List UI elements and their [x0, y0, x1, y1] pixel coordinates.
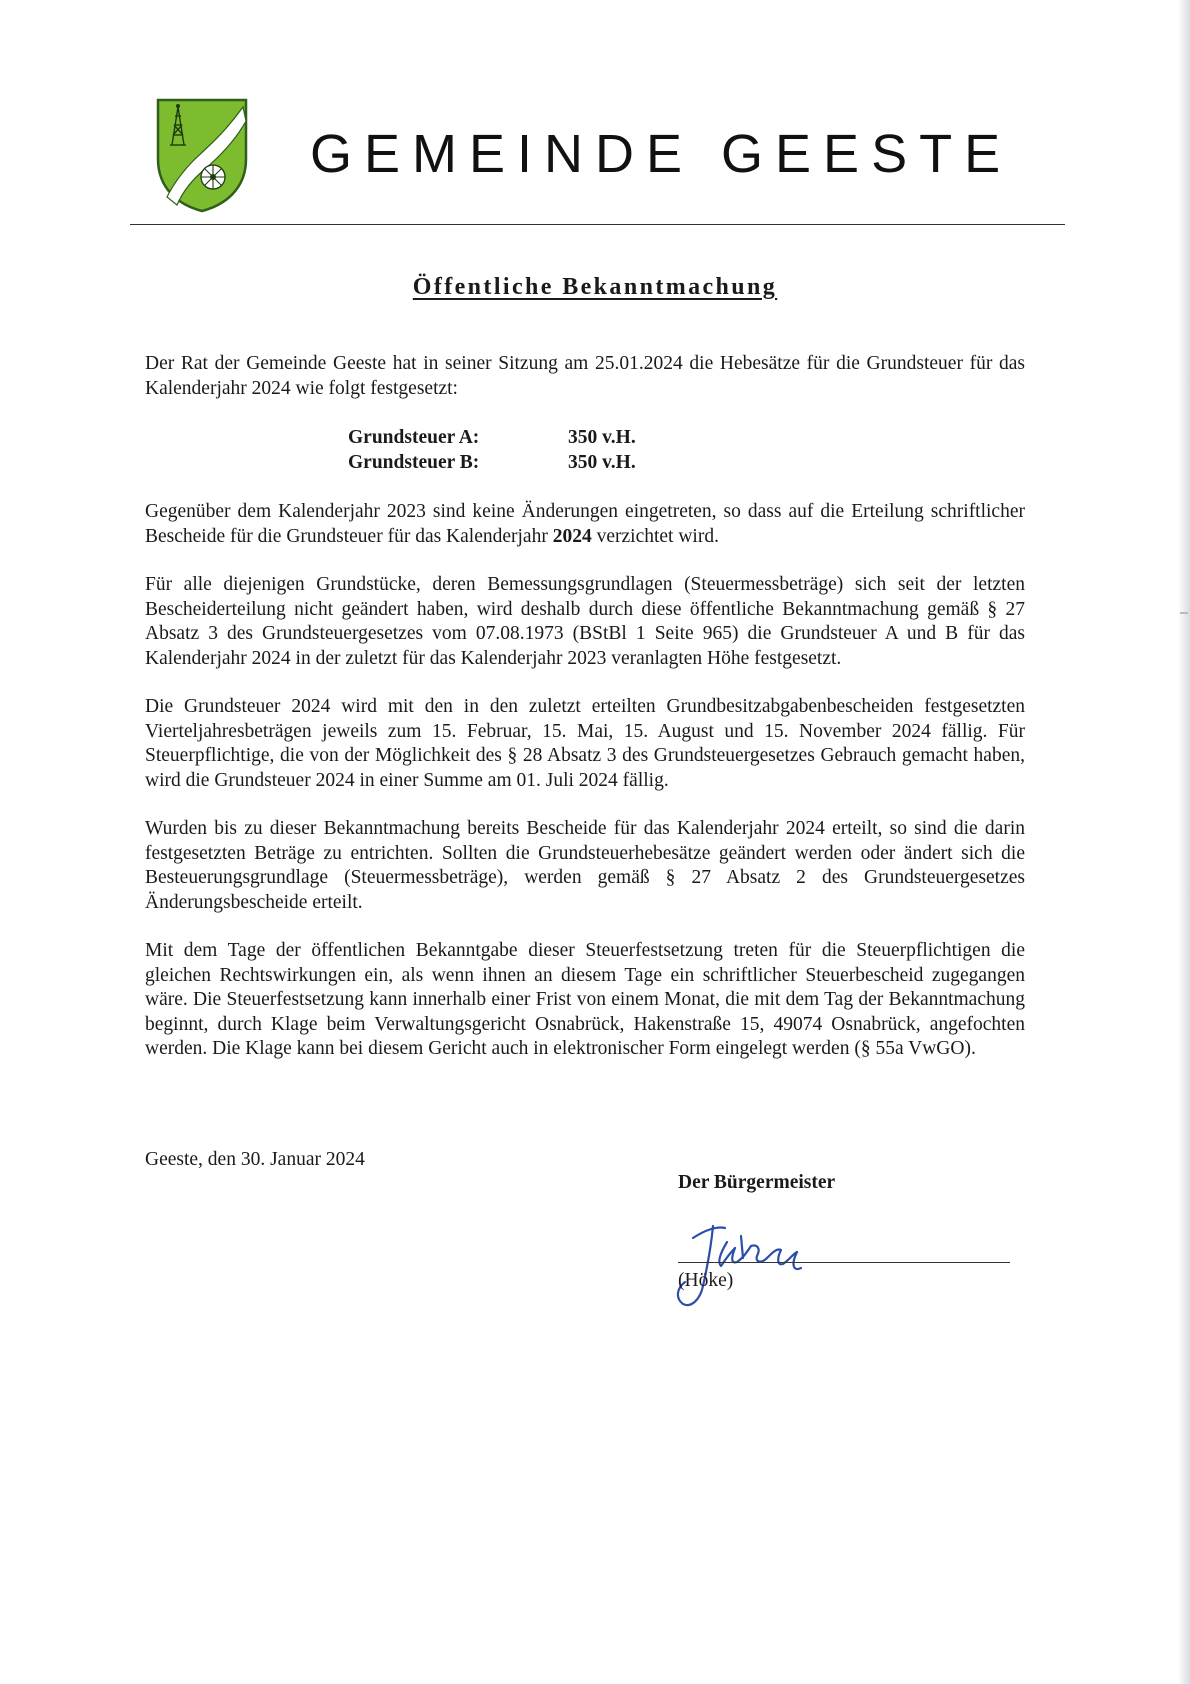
tax-rates-table: [348, 426, 636, 475]
signature-line: [678, 1262, 1010, 1263]
coat-of-arms-icon: [155, 97, 249, 214]
paragraph-no-change: [145, 500, 1025, 549]
paragraph-due-dates: Die Grundsteuer 2024 wird mit den in den zuletzt erteilten Grundbesitzabgabenbescheiden festgesetzten Vierteljahresbeträgen jeweils zum 15. Februar, 15. Mai, 15. August und 15. November 2024 fällig. Für Steuerpflichtige, die von der Möglichkeit des § 28 Absatz 3 des Grundsteuergesetzes Gebrauch gemacht haben, wird die Grundsteuer 2024 in einer Summe am 01. Juli 2024 fällig.: [145, 696, 1025, 791]
notice-title-text: Öffentliche Bekanntmachung: [412, 274, 778, 300]
rate-value: 350 v.H.: [568, 427, 636, 448]
year-emphasis: 2024: [552, 525, 592, 547]
place-date: Geeste, den 30. Januar 2024: [145, 1149, 365, 1170]
header-divider: [130, 224, 1065, 225]
paragraph-legal-remedy: Mit dem Tage der öffentlichen Bekanntgabe dieser Steuerfestsetzung treten für die Steuerpflichtigen die gleichen Rechtswirkungen ein, als wenn ihnen an diesem Tage ein schriftlicher Steuerbescheid zugegangen wäre. Die Steuerfestsetzung kann innerhalb einer Frist von einem Monat, die mit dem Tag der Bekanntmachung beginnt, durch Klage beim Verwaltungsgericht Osnabrück, Hakenstraße 15, 49074 Osnabrück, angefochten werden. Die Klage kann bei diesem Gericht auch in elektronischer Form eingelegt werden (§ 55a VwGO).: [145, 940, 1025, 1059]
mayor-title: Der Bürgermeister: [678, 1172, 836, 1193]
signer-name: (Höke): [678, 1270, 734, 1291]
scan-edge-mark: [1180, 612, 1188, 614]
municipality-name: GEMEINDE GEESTE: [310, 124, 1013, 184]
paragraph-existing-notices: Wurden bis zu dieser Bekanntmachung bereits Bescheide für das Kalenderjahr 2024 erteilt, so sind die darin festgesetzten Beträge zu entrichten. Sollten die Grundsteuerhebesätze geändert werden oder ändert sich die Besteuerungsgrundlage (Steuermessbeträge), werden gemäß § 27 Absatz 2 des Grundsteuergesetzes Änderungsbescheide erteilt.: [145, 818, 1025, 913]
rate-label: Grundsteuer B:: [348, 451, 480, 473]
paragraph-text: verzichtet wird.: [591, 525, 719, 547]
rate-label: Grundsteuer A:: [348, 427, 480, 448]
paragraph-assessment: Für alle diejenigen Grundstücke, deren Bemessungsgrundlagen (Steuermessbeträge) sich seit der letzten Bescheiderteilung nicht geändert haben, wird deshalb durch diese öffentliche Bekanntmachung gemäß § 27 Absatz 3 des Grundsteuergesetzes vom 07.08.1973 (BStBl 1 Seite 965) die Grundsteuer A und B für das Kalenderjahr 2024 in der zuletzt für das Kalenderjahr 2023 veranlagten Höhe festgesetzt.: [145, 574, 1025, 669]
intro-paragraph: Der Rat der Gemeinde Geeste hat in seiner Sitzung am 25.01.2024 die Hebesätze für die Grundsteuer für das Kalenderjahr 2024 wie folgt festgesetzt:: [145, 353, 1025, 399]
signature-icon: [665, 1208, 855, 1318]
paragraph-text: Gegenüber dem Kalenderjahr 2023 sind keine Änderungen eingetreten, so dass auf die Erteilung schriftlicher Bescheide für die Grundsteuer für das Kalenderjahr: [145, 501, 1025, 547]
scan-edge: [1178, 0, 1190, 1684]
rate-value: 350 v.H.: [568, 451, 636, 473]
notice-title: [0, 274, 1190, 301]
rate-row-a: [348, 426, 636, 451]
rate-row-b: [348, 451, 636, 476]
